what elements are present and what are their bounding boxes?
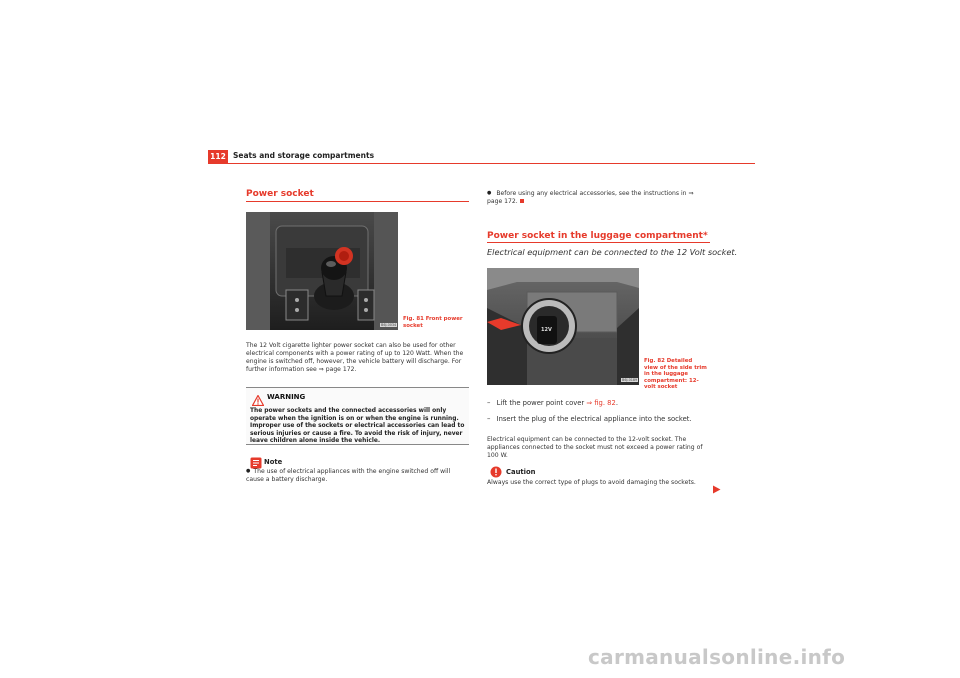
socket-label: 12V (541, 327, 552, 333)
header-rule (208, 163, 755, 164)
step-dash: – (487, 399, 491, 407)
top-bullet-text: Before using any electrical accessories, see the instructions in ⇒ page 172. (487, 190, 694, 206)
info-paragraph: Electrical equipment can be connected to the 12-volt socket. The appliances connected to the socket must not exceed a power rating of 100 W. (487, 436, 703, 460)
step-2 (487, 415, 710, 424)
page-number: 112 (208, 150, 228, 163)
section-title-power-socket: Power socket (246, 189, 314, 199)
top-bullet (487, 190, 710, 206)
step-1 (487, 399, 710, 408)
step-text: Lift the power point cover (496, 399, 587, 407)
fig-82-link[interactable]: ⇒ fig. 82 (586, 399, 616, 407)
figure-82-caption: Fig. 82 Detailed view of the side trim in the luggage compartment: 12-volt socket (644, 358, 707, 391)
step-end: . (615, 399, 618, 407)
note-bullet: ● The use of electrical appliances with the engine switched off will cause a battery discharge. (246, 468, 469, 484)
section-subtitle: Electrical equipment can be connected to the 12 Volt socket. (487, 247, 738, 257)
warning-title: WARNING (267, 393, 306, 401)
figure-81-photo (246, 212, 398, 330)
continue-arrow-icon (712, 479, 721, 498)
section-title-luggage-socket: Power socket in the luggage compartment* (487, 231, 708, 241)
end-mark (520, 199, 524, 203)
step-dash: – (487, 415, 491, 423)
figure-82-photo (487, 268, 639, 385)
warning-box (246, 387, 469, 445)
step-text: Insert the plug of the electrical appliance into the socket. (496, 415, 692, 423)
photo-code-82: B6J-0189 (622, 378, 638, 382)
watermark: carmanualsonline.info (588, 645, 846, 669)
warning-text: The power sockets and the connected accessories will only operate when the ignition is on or when the engine is running. Improper use of the sockets or electrical accessories can lead to serious injuries or cause a fire. To avoid the risk of injury, never leave children alone inside the vehicle. (250, 408, 465, 445)
section-rule-right (487, 242, 710, 243)
figure-81-caption: Fig. 81 Front power socket (403, 316, 463, 329)
section-rule (246, 201, 469, 202)
photo-code: B6J-0034 (381, 323, 397, 327)
chapter-title: Seats and storage compartments (233, 151, 375, 160)
note-title: Note (264, 458, 283, 466)
intro-paragraph: The 12 Volt cigarette lighter power socket can also be used for other electrical components with a power rating of up to 120 Watt. When the engine is switched off, however, the vehicle battery will discharge. For further information see ⇒ page 172. (246, 342, 464, 374)
caution-title: Caution (506, 468, 536, 476)
caution-text: Always use the correct type of plugs to avoid damaging the sockets. (487, 479, 696, 486)
